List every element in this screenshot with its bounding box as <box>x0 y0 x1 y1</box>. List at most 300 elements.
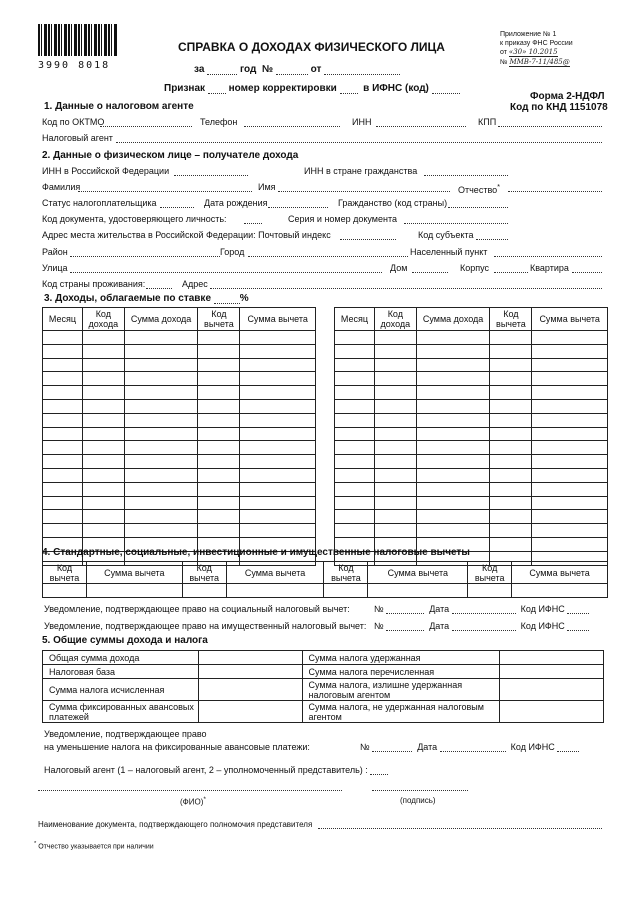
income-cell[interactable] <box>43 427 83 441</box>
income-cell[interactable] <box>124 510 198 524</box>
income-cell[interactable] <box>490 455 532 469</box>
income-cell[interactable] <box>124 358 198 372</box>
income-cell[interactable] <box>124 496 198 510</box>
income-cell[interactable] <box>532 331 608 345</box>
income-table-left-header <box>43 308 316 331</box>
income-cell[interactable] <box>240 331 316 345</box>
income-cell[interactable] <box>532 482 608 496</box>
street-field[interactable] <box>70 272 382 273</box>
income-cell[interactable] <box>43 399 83 413</box>
oktmo-field[interactable] <box>100 126 192 127</box>
priznak-label: Признак <box>164 83 206 94</box>
appendix-no-label: № <box>500 58 508 66</box>
income-cell[interactable] <box>416 482 490 496</box>
district-label: Район <box>42 247 68 257</box>
income-cell[interactable] <box>416 372 490 386</box>
deduction-cell[interactable] <box>182 584 226 598</box>
income-cell[interactable] <box>335 468 375 482</box>
deduction-cell[interactable] <box>512 584 608 598</box>
income-cell[interactable] <box>198 331 240 345</box>
fio-field[interactable] <box>38 790 342 791</box>
deduction-cell[interactable] <box>86 584 182 598</box>
income-cell[interactable] <box>240 427 316 441</box>
deduction-sum-header: Сумма вычета <box>512 562 608 584</box>
income-cell[interactable] <box>43 331 83 345</box>
deductions-header <box>43 562 608 584</box>
patronymic-text: Отчество <box>458 185 498 195</box>
property-no-field[interactable] <box>386 621 424 631</box>
income-cell[interactable] <box>198 344 240 358</box>
priznak-field[interactable] <box>208 84 226 94</box>
locality-label: Населенный пункт <box>410 247 488 257</box>
deduction-cell[interactable] <box>468 584 512 598</box>
god-label: год <box>239 64 257 75</box>
income-row <box>335 344 608 358</box>
income-row <box>335 386 608 400</box>
tax-withheld-value[interactable] <box>500 651 604 665</box>
col-deduction-sum: Сумма вычета <box>240 308 316 331</box>
city-field[interactable] <box>248 256 408 257</box>
income-row <box>43 468 316 482</box>
income-cell[interactable] <box>490 386 532 400</box>
no-label: № <box>261 64 274 75</box>
income-cell[interactable] <box>416 386 490 400</box>
income-cell[interactable] <box>532 386 608 400</box>
fixed-date-label: Дата <box>417 742 438 752</box>
citizenship-field[interactable] <box>448 207 508 208</box>
income-cell[interactable] <box>240 524 316 538</box>
income-cell[interactable] <box>198 399 240 413</box>
fixed-advance-notice-line2: на уменьшение налога на фиксированные авансовые платежи: <box>44 742 310 752</box>
income-cell[interactable] <box>490 358 532 372</box>
income-cell[interactable] <box>82 455 124 469</box>
agent-label: Налоговый агент <box>42 133 113 143</box>
income-cell[interactable] <box>240 482 316 496</box>
income-cell[interactable] <box>240 358 316 372</box>
income-cell[interactable] <box>416 468 490 482</box>
income-cell[interactable] <box>240 510 316 524</box>
income-cell[interactable] <box>490 344 532 358</box>
income-row <box>43 482 316 496</box>
income-cell[interactable] <box>532 496 608 510</box>
year-field[interactable] <box>207 65 237 75</box>
income-cell[interactable] <box>124 372 198 386</box>
deduction-code-header: Код вычета <box>182 562 226 584</box>
totals-row <box>43 651 604 665</box>
income-cell[interactable] <box>43 344 83 358</box>
income-cell[interactable] <box>532 524 608 538</box>
income-cell[interactable] <box>82 344 124 358</box>
income-cell[interactable] <box>335 372 375 386</box>
address-label: Адрес места жительства в Российской Федерации: Почтовый индекс <box>42 230 331 240</box>
income-cell[interactable] <box>490 537 532 551</box>
income-row <box>335 468 608 482</box>
income-cell[interactable] <box>82 482 124 496</box>
income-cell[interactable] <box>82 524 124 538</box>
income-cell[interactable] <box>240 455 316 469</box>
locality-field[interactable] <box>494 256 602 257</box>
fixed-ifns-label: Код ИФНС <box>510 742 555 752</box>
citizenship-label: Гражданство (код страны) <box>338 198 448 208</box>
income-cell[interactable] <box>490 510 532 524</box>
fixed-no-label: № <box>360 742 370 752</box>
income-cell[interactable] <box>240 496 316 510</box>
inn-rf-field[interactable] <box>174 175 248 176</box>
income-cell[interactable] <box>416 344 490 358</box>
income-cell[interactable] <box>335 344 375 358</box>
fixed-date-field[interactable] <box>440 742 506 752</box>
income-cell[interactable] <box>124 441 198 455</box>
income-cell[interactable] <box>416 510 490 524</box>
income-row <box>335 399 608 413</box>
social-date-label: Дата <box>429 604 450 614</box>
income-cell[interactable] <box>374 441 416 455</box>
income-cell[interactable] <box>374 455 416 469</box>
kpp-field[interactable] <box>498 126 602 127</box>
income-cell[interactable] <box>374 331 416 345</box>
income-cell[interactable] <box>416 496 490 510</box>
fio-caption-text: (ФИО) <box>180 797 204 807</box>
za-label: за <box>194 64 205 75</box>
income-cell[interactable] <box>240 344 316 358</box>
income-cell[interactable] <box>374 482 416 496</box>
col-month: Месяц <box>335 308 375 331</box>
income-cell[interactable] <box>198 427 240 441</box>
income-cell[interactable] <box>532 427 608 441</box>
inn-rf-label: ИНН в Российской Федерации <box>42 166 170 176</box>
dob-field[interactable] <box>268 207 328 208</box>
income-row <box>43 358 316 372</box>
section4-title: 4. Стандартные, социальные, инвестиционные и имущественные налоговые вычеты <box>42 547 470 558</box>
income-cell[interactable] <box>490 468 532 482</box>
income-row <box>335 455 608 469</box>
income-cell[interactable] <box>198 358 240 372</box>
priznak-line <box>164 83 460 94</box>
fio-caption <box>180 796 206 807</box>
income-row <box>43 510 316 524</box>
income-cell[interactable] <box>198 372 240 386</box>
income-cell[interactable] <box>490 372 532 386</box>
totals-row <box>43 665 604 679</box>
income-cell[interactable] <box>240 386 316 400</box>
section3-title-text: 3. Доходы, облагаемые по ставке <box>44 293 212 304</box>
number-field[interactable] <box>276 65 308 75</box>
doc-code-field[interactable] <box>244 223 262 224</box>
total-income-value[interactable] <box>198 651 302 665</box>
income-cell[interactable] <box>43 510 83 524</box>
totals-row <box>43 701 604 723</box>
representative-doc-field[interactable] <box>318 828 602 829</box>
fio-star: * <box>203 796 206 803</box>
income-cell[interactable] <box>198 413 240 427</box>
income-cell[interactable] <box>335 427 375 441</box>
income-cell[interactable] <box>82 358 124 372</box>
income-cell[interactable] <box>43 358 83 372</box>
tax-transferred-value[interactable] <box>500 665 604 679</box>
deduction-cell[interactable] <box>43 584 87 598</box>
income-table-right-header <box>335 308 608 331</box>
income-cell[interactable] <box>374 496 416 510</box>
income-row <box>43 455 316 469</box>
income-cell[interactable] <box>490 413 532 427</box>
income-cell[interactable] <box>82 496 124 510</box>
deduction-sum-header: Сумма вычета <box>226 562 324 584</box>
income-cell[interactable] <box>198 468 240 482</box>
col-month: Месяц <box>43 308 83 331</box>
status-field[interactable] <box>160 207 194 208</box>
income-cell[interactable] <box>43 468 83 482</box>
appendix-line2: к приказу ФНС России <box>500 39 573 47</box>
income-cell[interactable] <box>335 358 375 372</box>
income-cell[interactable] <box>374 358 416 372</box>
tax-calculated-value[interactable] <box>198 679 302 701</box>
income-cell[interactable] <box>374 386 416 400</box>
social-notice <box>44 604 350 614</box>
inn-field[interactable] <box>376 126 466 127</box>
income-cell[interactable] <box>124 455 198 469</box>
income-cell[interactable] <box>490 496 532 510</box>
property-ifns-field[interactable] <box>567 621 589 631</box>
subject-field[interactable] <box>476 239 508 240</box>
income-cell[interactable] <box>532 537 608 551</box>
total-income-label: Общая сумма дохода <box>43 651 199 665</box>
deductions-row <box>43 584 608 598</box>
date-field[interactable] <box>324 65 400 75</box>
korr-field[interactable] <box>340 84 358 94</box>
income-cell[interactable] <box>335 496 375 510</box>
phone-field[interactable] <box>244 126 340 127</box>
income-cell[interactable] <box>335 441 375 455</box>
income-cell[interactable] <box>490 524 532 538</box>
district-field[interactable] <box>70 256 220 257</box>
income-cell[interactable] <box>335 386 375 400</box>
patronymic-field[interactable] <box>508 191 602 192</box>
income-cell[interactable] <box>490 482 532 496</box>
house-field[interactable] <box>412 272 448 273</box>
income-cell[interactable] <box>374 413 416 427</box>
income-cell[interactable] <box>124 386 198 400</box>
income-cell[interactable] <box>490 427 532 441</box>
income-cell[interactable] <box>198 441 240 455</box>
income-cell[interactable] <box>335 413 375 427</box>
city-label: Город <box>220 247 245 257</box>
income-cell[interactable] <box>335 524 375 538</box>
income-cell[interactable] <box>416 441 490 455</box>
name-field[interactable] <box>278 191 450 192</box>
income-cell[interactable] <box>240 372 316 386</box>
income-row <box>43 427 316 441</box>
appendix-block <box>500 31 573 67</box>
income-cell[interactable] <box>43 413 83 427</box>
income-cell[interactable] <box>82 399 124 413</box>
income-cell[interactable] <box>416 358 490 372</box>
income-cell[interactable] <box>198 524 240 538</box>
income-cell[interactable] <box>43 372 83 386</box>
income-cell[interactable] <box>198 482 240 496</box>
building-field[interactable] <box>494 272 528 273</box>
income-cell[interactable] <box>374 427 416 441</box>
income-cell[interactable] <box>124 399 198 413</box>
income-cell[interactable] <box>532 413 608 427</box>
form-knd: Код по КНД 1151078 <box>510 102 608 113</box>
income-cell[interactable] <box>82 441 124 455</box>
income-cell[interactable] <box>82 331 124 345</box>
social-notice-text: Уведомление, подтверждающее право на социальный налоговый вычет: <box>44 604 350 614</box>
tax-not-withheld-value[interactable] <box>500 701 604 723</box>
income-table-right <box>334 307 608 566</box>
income-row <box>335 358 608 372</box>
rate-field[interactable] <box>214 294 240 304</box>
income-cell[interactable] <box>416 427 490 441</box>
income-cell[interactable] <box>532 358 608 372</box>
income-cell[interactable] <box>198 510 240 524</box>
form-name: Форма 2-НДФЛ <box>530 91 605 102</box>
social-ifns-field[interactable] <box>567 604 589 614</box>
income-cell[interactable] <box>82 372 124 386</box>
income-cell[interactable] <box>335 482 375 496</box>
tax-overwithheld-value[interactable] <box>500 679 604 701</box>
income-cell[interactable] <box>374 510 416 524</box>
deduction-code-header: Код вычета <box>324 562 368 584</box>
income-cell[interactable] <box>335 399 375 413</box>
social-notice-fields <box>374 604 589 614</box>
income-cell[interactable] <box>82 427 124 441</box>
income-cell[interactable] <box>416 331 490 345</box>
social-date-field[interactable] <box>452 604 516 614</box>
deduction-cell[interactable] <box>226 584 324 598</box>
property-date-field[interactable] <box>452 621 516 631</box>
country-field[interactable] <box>146 288 172 289</box>
ifns-field[interactable] <box>432 84 460 94</box>
patronymic-star: * <box>497 182 501 191</box>
income-row <box>335 372 608 386</box>
apartment-field[interactable] <box>572 272 602 273</box>
kpp-label: КПП <box>478 117 497 127</box>
income-cell[interactable] <box>416 413 490 427</box>
doc-series-label: Серия и номер документа <box>288 214 397 224</box>
social-no-field[interactable] <box>386 604 424 614</box>
fixed-no-field[interactable] <box>372 742 412 752</box>
deduction-code-header: Код вычета <box>43 562 87 584</box>
income-cell[interactable] <box>124 427 198 441</box>
fixed-advances-value[interactable] <box>198 701 302 723</box>
footnote-star: * <box>34 841 37 847</box>
income-cell[interactable] <box>43 524 83 538</box>
income-cell[interactable] <box>198 496 240 510</box>
income-cell[interactable] <box>43 441 83 455</box>
property-no-label: № <box>374 621 384 631</box>
income-cell[interactable] <box>335 331 375 345</box>
country-label: Код страны проживания: <box>42 279 146 289</box>
income-cell[interactable] <box>43 482 83 496</box>
income-row <box>43 413 316 427</box>
income-cell[interactable] <box>198 386 240 400</box>
agent-field[interactable] <box>116 142 602 143</box>
income-cell[interactable] <box>374 399 416 413</box>
income-cell[interactable] <box>124 344 198 358</box>
signature-field[interactable] <box>372 790 468 791</box>
property-notice <box>44 621 366 631</box>
income-cell[interactable] <box>124 524 198 538</box>
deduction-cell[interactable] <box>324 584 368 598</box>
income-cell[interactable] <box>335 455 375 469</box>
tax-base-value[interactable] <box>198 665 302 679</box>
fixed-ifns-field[interactable] <box>557 742 579 752</box>
income-cell[interactable] <box>416 455 490 469</box>
col-income-sum: Сумма дохода <box>416 308 490 331</box>
income-cell[interactable] <box>374 524 416 538</box>
income-cell[interactable] <box>490 331 532 345</box>
income-cell[interactable] <box>490 441 532 455</box>
income-cell[interactable] <box>335 510 375 524</box>
doc-series-field[interactable] <box>404 223 508 224</box>
income-cell[interactable] <box>416 524 490 538</box>
income-cell[interactable] <box>416 399 490 413</box>
inn-label: ИНН <box>352 117 372 127</box>
income-cell[interactable] <box>82 510 124 524</box>
income-cell[interactable] <box>532 468 608 482</box>
income-cell[interactable] <box>124 331 198 345</box>
street-label: Улица <box>42 263 68 273</box>
addr2-field[interactable] <box>210 288 602 289</box>
income-row <box>43 399 316 413</box>
income-row <box>335 524 608 538</box>
social-ifns-label: Код ИФНС <box>520 604 565 614</box>
income-cell[interactable] <box>532 455 608 469</box>
income-cell[interactable] <box>240 399 316 413</box>
fixed-advance-notice-line1: Уведомление, подтверждающее право <box>44 729 207 739</box>
income-cell[interactable] <box>82 413 124 427</box>
income-cell[interactable] <box>82 468 124 482</box>
property-date-label: Дата <box>429 621 450 631</box>
income-cell[interactable] <box>43 455 83 469</box>
income-cell[interactable] <box>532 344 608 358</box>
tax-transferred-label: Сумма налога перечисленная <box>302 665 500 679</box>
oktmo-label: Код по ОКТМО <box>42 117 105 127</box>
income-cell[interactable] <box>240 441 316 455</box>
income-cell[interactable] <box>532 372 608 386</box>
barcode <box>38 24 118 56</box>
income-cell[interactable] <box>532 399 608 413</box>
deduction-cell[interactable] <box>368 584 468 598</box>
income-cell[interactable] <box>532 441 608 455</box>
agent-type-field[interactable] <box>370 765 388 775</box>
inn-foreign-field[interactable] <box>424 175 508 176</box>
income-cell[interactable] <box>43 496 83 510</box>
income-cell[interactable] <box>124 482 198 496</box>
section2-title: 2. Данные о физическом лице – получателе дохода <box>42 150 299 161</box>
apartment-label: Квартира <box>530 263 569 273</box>
col-income-code: Код дохода <box>374 308 416 331</box>
surname-field[interactable] <box>78 191 252 192</box>
signature-caption: (подпись) <box>400 796 436 805</box>
income-cell[interactable] <box>490 399 532 413</box>
income-cell[interactable] <box>240 468 316 482</box>
appendix-no-value: ММВ-7-11/485@ <box>509 57 570 66</box>
income-cell[interactable] <box>374 372 416 386</box>
income-cell[interactable] <box>240 413 316 427</box>
income-cell[interactable] <box>532 510 608 524</box>
income-cell[interactable] <box>374 344 416 358</box>
income-cell[interactable] <box>198 455 240 469</box>
income-cell[interactable] <box>43 386 83 400</box>
income-row <box>335 331 608 345</box>
income-cell[interactable] <box>82 386 124 400</box>
income-cell[interactable] <box>124 468 198 482</box>
income-cell[interactable] <box>374 468 416 482</box>
postcode-field[interactable] <box>340 239 396 240</box>
income-cell[interactable] <box>124 413 198 427</box>
